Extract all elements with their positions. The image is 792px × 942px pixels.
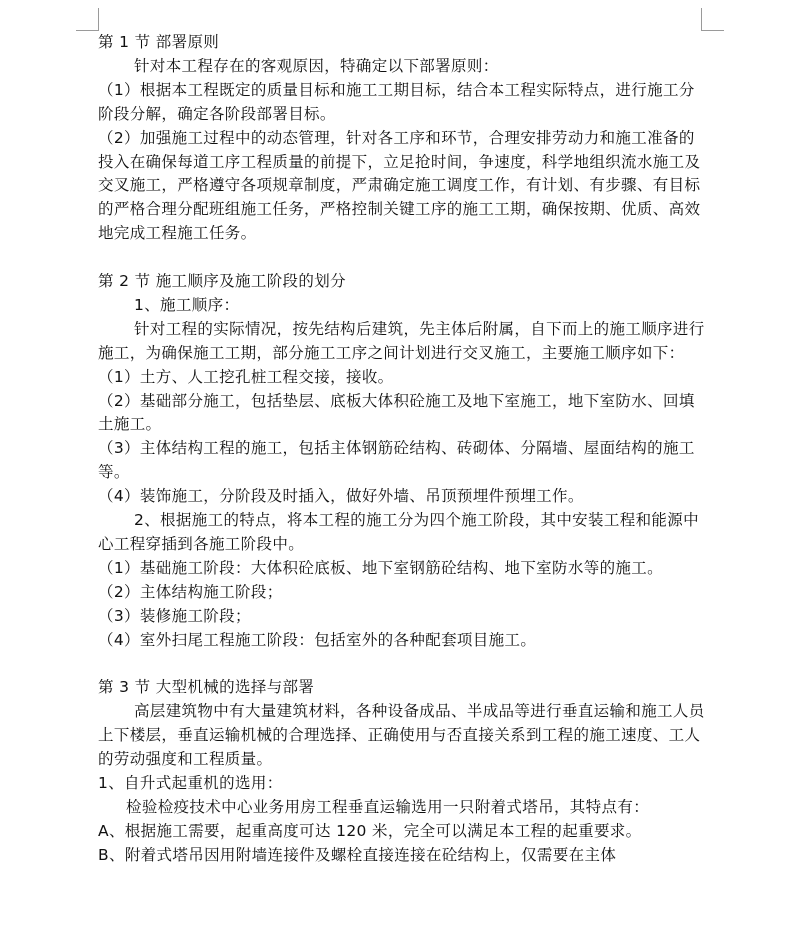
section-2-paragraph-phase-4: （4）室外扫尾工程施工阶段：包括室外的各种配套项目施工。 bbox=[98, 630, 537, 649]
page-corner-mark-top-right bbox=[701, 8, 724, 31]
page-corner-mark-top-left bbox=[76, 8, 99, 31]
section-2-paragraph-step-2: （2）基础部分施工，包括垫层、底板大体积砼施工及地下室施工，地下室防水、回填土施工。 bbox=[98, 391, 695, 434]
section-2-paragraph-phase-1: （1）基础施工阶段：大体积砼底板、地下室钢筋砼结构、地下室防水等的施工。 bbox=[98, 558, 663, 577]
section-2-subheading-order: 1、施工顺序： bbox=[134, 295, 240, 314]
section-2-paragraph-step-1: （1）土方、人工挖孔桩工程交接，接收。 bbox=[98, 367, 394, 386]
section-2-heading: 第 2 节 施工顺序及施工阶段的划分 bbox=[98, 272, 346, 291]
section-2-paragraph-order-desc: 针对工程的实际情况，按先结构后建筑，先主体后附属，自下而上的施工顺序进行施工，为确保施工工期，部分施工工序之间计划进行交叉施工，主要施工顺序如下： bbox=[98, 319, 705, 362]
section-1-heading: 第 1 节 部署原则 bbox=[98, 33, 220, 51]
section-1-paragraph-item-2: （2）加强施工过程中的动态管理，针对各工序和环节，合理安排劳动力和施工准备的投入在确保每道工序工程质量的前提下，立足抢时间，争速度，科学地组织流水施工及交叉施工，严格遵守各项规章制度，严肃确定施工调度工作，有计划、有步骤、有目标的严格合理分配班组施工任务，严格控制关键工序的施工工期，确保按期、优质、高效地完成工程施工任务。 bbox=[98, 128, 701, 243]
section-1-paragraph-intro: 针对本工程存在的客观原因，特确定以下部署原则： bbox=[134, 56, 499, 75]
section-3-paragraph-intro: 高层建筑物中有大量建筑材料，各种设备成品、半成品等进行垂直运输和施工人员上下楼层，垂直运输机械的合理选择、正确使用与否直接关系到工程的施工速度、工人的劳动强度和工程质量。 bbox=[98, 702, 705, 769]
section-1-paragraph-item-1: （1）根据本工程既定的质量目标和施工工期目标，结合本工程实际特点，进行施工分阶段分解，确定各阶段部署目标。 bbox=[98, 80, 695, 123]
section-2-paragraph-phases-intro: 2、根据施工的特点，将本工程的施工分为四个施工阶段，其中安装工程和能源中心工程穿插到各施工阶段中。 bbox=[98, 511, 699, 554]
section-2-paragraph-phase-3: （3）装修施工阶段； bbox=[98, 606, 251, 625]
section-2-paragraph-step-4: （4）装饰施工，分阶段及时插入，做好外墙、吊顶预埋件预埋工作。 bbox=[98, 487, 584, 506]
document-body bbox=[98, 31, 708, 868]
section-3-paragraph-feature-b: B、附着式塔吊因用附墙连接件及螺栓直接连接在砼结构上，仅需要在主体 bbox=[98, 845, 617, 864]
section-3-paragraph-feature-a: A、根据施工需要，起重高度可达 120 米，完全可以满足本工程的起重要求。 bbox=[98, 821, 642, 840]
blank-line bbox=[98, 246, 708, 270]
section-3-paragraph-crane-desc: 检验检疫技术中心业务用房工程垂直运输选用一只附着式塔吊，其特点有： bbox=[126, 797, 650, 816]
section-2-paragraph-phase-2: （2）主体结构施工阶段； bbox=[98, 582, 283, 601]
section-3-heading: 第 3 节 大型机械的选择与部署 bbox=[98, 678, 315, 697]
section-2-paragraph-step-3: （3）主体结构工程的施工，包括主体钢筋砼结构、砖砌体、分隔墙、屋面结构的施工等。 bbox=[98, 439, 695, 482]
blank-line bbox=[98, 653, 708, 677]
section-3-subheading-crane: 1、自升式起重机的选用： bbox=[98, 774, 283, 793]
